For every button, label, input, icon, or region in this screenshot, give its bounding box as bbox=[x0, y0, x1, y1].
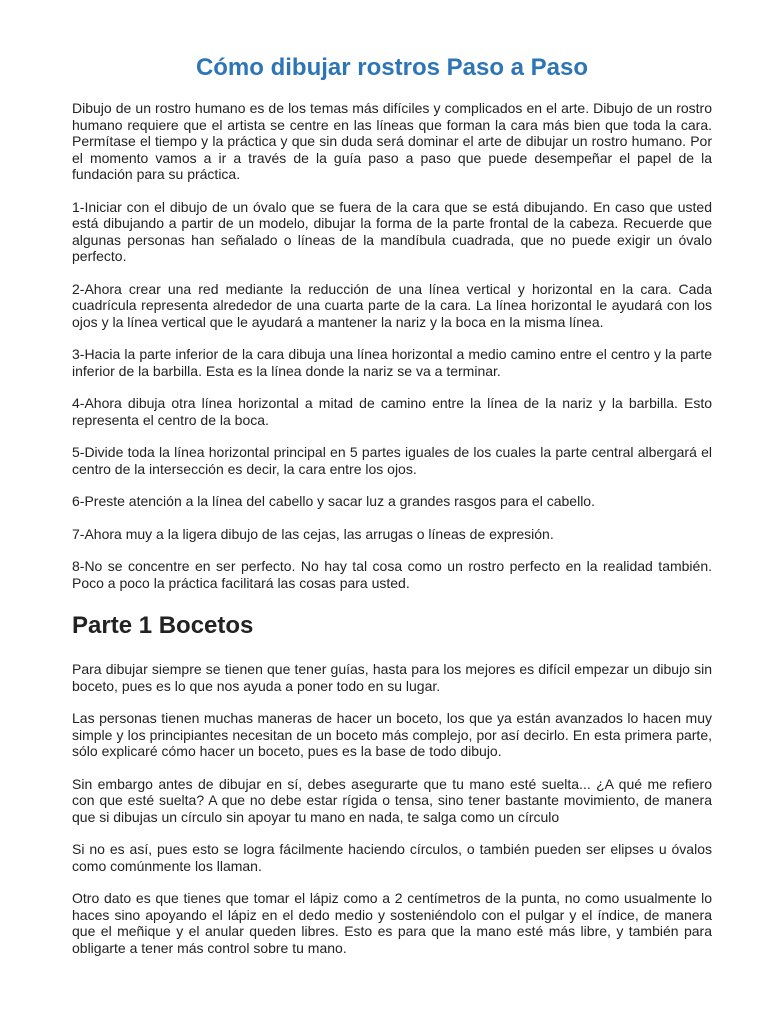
step-paragraph-8: 8-No se concentre en ser perfecto. No hay tal cosa como un rostro perfecto en la realidad también. Poco a poco la práctica facilitará las cosas para usted. bbox=[72, 558, 712, 591]
step-paragraph-6: 6-Preste atención a la línea del cabello y sacar luz a grandes rasgos para el cabello. bbox=[72, 493, 595, 509]
section-paragraph-3: Sin embargo antes de dibujar en sí, debes asegurarte que tu mano esté suelta... ¿A qué me refiero con que esté suelta? A que no debe estar rígida o tensa, sino tener bastante movimiento, de manera que si dibujas un círculo sin apoyar tu mano en nada, te salga como un círculo bbox=[72, 775, 712, 825]
section-paragraph-5: Otro dato es que tienes que tomar el lápiz como a 2 centímetros de la punta, no como usualmente lo haces sino apoyando el lápiz en el dedo medio y sosteniéndolo con el pulgar y el índice, de manera que el meñique y el anular queden libres. Esto es para que la mano esté más libre, y también para obligarte a tener más control sobre tu mano. bbox=[72, 890, 712, 956]
section-paragraph-4: Si no es así, pues esto se logra fácilmente haciendo círculos, o también pueden ser elipses u óvalos como comúnmente los llaman. bbox=[72, 841, 712, 874]
intro-paragraph: Dibujo de un rostro humano es de los temas más difíciles y complicados en el arte. Dibujo de un rostro humano requiere que el artista se centre en las líneas que forman la cara más bien que toda la cara. Permítase el tiempo y la práctica y que sin duda será dominar el arte de dibujar un rostro humano. Por el momento vamos a ir a través de la guía paso a paso que puede desempeñar el papel de la fundación para su práctica. bbox=[72, 100, 712, 182]
section-paragraph-1: Para dibujar siempre se tienen que tener guías, hasta para los mejores es difícil empezar un dibujo sin boceto, pues es lo que nos ayuda a poner todo en su lugar. bbox=[72, 661, 712, 694]
step-paragraph-7: 7-Ahora muy a la ligera dibujo de las cejas, las arrugas o líneas de expresión. bbox=[72, 525, 554, 542]
document-title: Cómo dibujar rostros Paso a Paso bbox=[195, 54, 589, 81]
step-paragraph-1: 1-Iniciar con el dibujo de un óvalo que se fuera de la cara que se está dibujando. En caso que usted está dibujando a partir de un modelo, dibujar la forma de la parte frontal de la cabeza. Recuerde que algunas personas han señalado o líneas de la mandíbula cuadrada, que no puede exigir un óvalo perfecto. bbox=[72, 198, 712, 264]
document-page bbox=[72, 52, 712, 972]
step-paragraph-5: 5-Divide toda la línea horizontal principal en 5 partes iguales de los cuales la parte central albergará el centro de la intersección es decir, la cara entre los ojos. bbox=[72, 444, 712, 477]
step-paragraph-4: 4-Ahora dibuja otra línea horizontal a mitad de camino entre la línea de la nariz y la barbilla. Esto representa el centro de la boca. bbox=[72, 395, 712, 428]
step-paragraph-2: 2-Ahora crear una red mediante la reducción de una línea vertical y horizontal en la cara. Cada cuadrícula representa alrededor de una cuarta parte de la cara. La línea horizontal le ayudará con los ojos y la línea vertical que le ayudará a mantener la nariz y la boca en la misma línea. bbox=[72, 280, 712, 330]
section-paragraph-2: Las personas tienen muchas maneras de hacer un boceto, los que ya están avanzados lo hacen muy simple y los principiantes necesitan de un boceto más complejo, por así decirlo. En esta primera parte, sólo explicaré cómo hacer un boceto, pues es la base de todo dibujo. bbox=[72, 710, 712, 759]
section-heading: Parte 1 Bocetos bbox=[72, 612, 254, 639]
step-paragraph-3: 3-Hacia la parte inferior de la cara dibuja una línea horizontal a medio camino entre el centro y la parte inferior de la barbilla. Esta es la línea donde la nariz se va a terminar. bbox=[72, 346, 712, 379]
